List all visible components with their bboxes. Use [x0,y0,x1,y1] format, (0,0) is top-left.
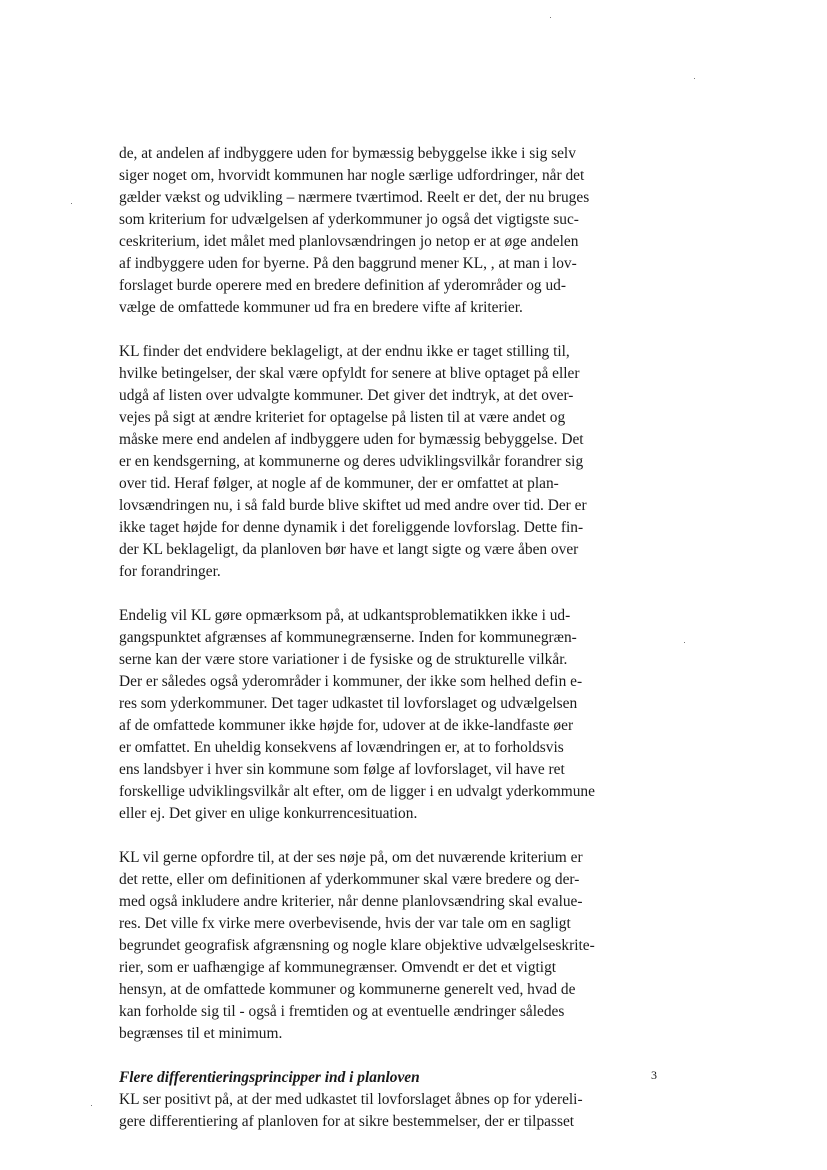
text-line: hvilke betingelser, der skal være opfyldt for senere at blive optaget på eller [119,365,580,382]
text-line: eller ej. Det giver en ulige konkurrencesituation. [119,805,418,822]
scan-speck [550,17,551,18]
text-line: KL finder det endvidere beklageligt, at der endnu ikke er taget stilling til, [119,343,570,360]
text-line: ens landsbyer i hver sin kommune som følge af lovforslaget, vil have ret [119,761,565,778]
text-line: af de omfattede kommuner ikke højde for, udover at de ikke-landfaste øer [119,717,574,734]
text-line: res som yderkommuner. Det tager udkastet til lovforslaget og udvælgelsen [119,695,578,712]
text-line: de, at andelen af indbyggere uden for bymæssig bebyggelse ikke i sig selv [119,145,576,162]
text-line: ikke taget højde for denne dynamik i det foreliggende lovforslag. Dette fin- [119,519,584,536]
text-line: Der er således også yderområder i kommuner, der ikke som helhed defin e- [119,673,583,690]
text-line: det rette, eller om definitionen af yderkommuner skal være bredere og der- [119,871,580,888]
paragraph-1 [119,143,609,319]
text-line: vejes på sigt at ændre kriteriet for optagelse på listen til at være andet og [119,409,566,426]
text-line: forslaget burde operere med en bredere definition af yderområder og ud- [119,277,566,294]
text-line: hensyn, at de omfattede kommuner og kommunerne generelt ved, hvad de [119,981,576,998]
text-line: der KL beklageligt, da planloven bør have et langt sigte og være åben over [119,541,579,558]
text-line: gangspunktet afgrænses af kommunegrænserne. Inden for kommunegræn- [119,629,577,646]
text-line: forskellige udviklingsvilkår alt efter, om de ligger i en udvalgt yderkommune [119,783,595,800]
section-heading: Flere differentieringsprincipper ind i planloven [119,1069,420,1086]
text-line: over tid. Heraf følger, at nogle af de kommuner, der er omfattet at plan- [119,475,559,492]
text-line: res. Det ville fx virke mere overbevisende, hvis der var tale om en sagligt [119,915,571,932]
text-line: rier, som er uafhængige af kommunegrænser. Omvendt er det et vigtigt [119,959,557,976]
scan-speck [71,203,72,204]
text-line: kan forholde sig til - også i fremtiden og at eventuelle ændringer således [119,1003,565,1020]
text-line: gælder vækst og udvikling – nærmere tværtimod. Reelt er det, der nu bruges [119,189,590,206]
text-line: måske mere end andelen af indbyggere uden for bymæssig bebyggelse. Det [119,431,584,448]
paragraph-2 [119,341,609,583]
scan-speck [694,78,695,79]
text-line: Endelig vil KL gøre opmærksom på, at udkantsproblematikken ikke i ud- [119,607,571,624]
paragraph-3 [119,605,609,825]
text-line: udgå af listen over udvalgte kommuner. Det giver det indtryk, at det over- [119,387,574,404]
text-line: lovsændringen nu, i så fald burde blive skiftet ud med andre over tid. Der er [119,497,587,514]
text-line: er en kendsgerning, at kommunerne og deres udviklingsvilkår forandrer sig [119,453,584,470]
text-line: KL ser positivt på, at der med udkastet til lovforslaget åbnes op for ydereli- [119,1091,583,1108]
scan-speck [684,642,685,643]
text-line: af indbyggere uden for byerne. På den baggrund mener KL, , at man i lov- [119,255,577,272]
text-line: begrænses til et minimum. [119,1025,283,1042]
text-line: begrundet geografisk afgrænsning og nogle klare objektive udvælgelseskrite- [119,937,595,954]
text-line: som kriterium for udvælgelsen af yderkommuner jo også det vigtigste suc- [119,211,579,228]
paragraph-5 [119,1089,609,1133]
text-line: KL vil gerne opfordre til, at der ses nøje på, om det nuværende kriterium er [119,849,583,866]
paragraph-4 [119,847,609,1045]
text-line: siger noget om, hvorvidt kommunen har nogle særlige udfordringer, når det [119,167,585,184]
body-text [119,143,609,1133]
text-line: med også inkludere andre kriterier, når denne planlovsændring skal evalue- [119,893,583,910]
scan-speck [91,1105,92,1106]
text-line: vælge de omfattede kommuner ud fra en bredere vifte af kriterier. [119,299,523,316]
text-line: ceskriterium, idet målet med planlovsændringen jo netop er at øge andelen [119,233,579,250]
page-number: 3 [651,1068,657,1082]
text-line: serne kan der være store variationer i de fysiske og de strukturelle vilkår. [119,651,568,668]
text-line: gere differentiering af planloven for at sikre bestemmelser, der er tilpasset [119,1113,575,1130]
text-line: for forandringer. [119,563,221,580]
text-line: er omfattet. En uheldig konsekvens af lovændringen er, at to forholdsvis [119,739,564,756]
